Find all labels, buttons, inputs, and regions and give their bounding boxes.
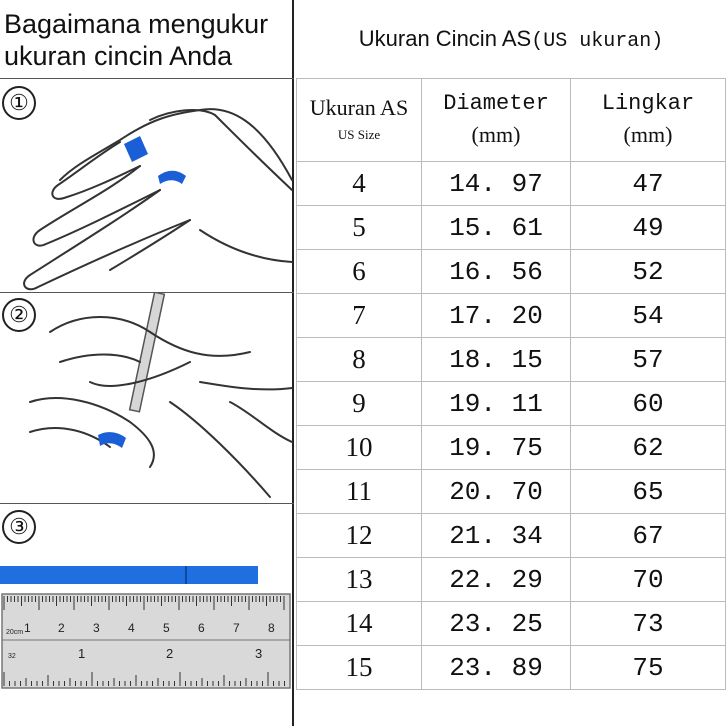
paper-strip-end (158, 171, 186, 184)
circumference-cell: 57 (571, 338, 726, 382)
step-2-badge: ② (2, 298, 36, 332)
circumference-cell: 73 (571, 602, 726, 646)
table-row (297, 514, 726, 558)
size-cell: 9 (297, 382, 422, 426)
ruler-body (2, 594, 290, 688)
cm-tick-label: 3 (93, 621, 100, 635)
column-header-diameter (422, 79, 571, 162)
diameter-cell: 15. 61 (422, 206, 571, 250)
table-row (297, 646, 726, 690)
diameter-cell: 16. 56 (422, 250, 571, 294)
circumference-cell: 75 (571, 646, 726, 690)
chart-title (296, 26, 726, 53)
table-row (297, 602, 726, 646)
diameter-cell: 20. 70 (422, 470, 571, 514)
circumference-header-unit: (mm) (623, 122, 673, 147)
diameter-header-unit: (mm) (471, 122, 521, 147)
diameter-cell: 23. 89 (422, 646, 571, 690)
size-header-sublabel: US Size (337, 127, 381, 142)
circumference-cell: 47 (571, 162, 726, 206)
step-2-hand-illustration (0, 292, 294, 504)
size-cell: 13 (297, 558, 422, 602)
divider (0, 503, 294, 504)
table-row (297, 294, 726, 338)
size-cell: 7 (297, 294, 422, 338)
table-row (297, 470, 726, 514)
column-header-circumference (571, 79, 726, 162)
divider (0, 78, 294, 79)
diameter-cell: 19. 11 (422, 382, 571, 426)
circumference-cell: 62 (571, 426, 726, 470)
size-cell: 15 (297, 646, 422, 690)
cm-tick-label: 4 (128, 621, 135, 635)
table-body (297, 162, 726, 690)
chart-title-main: Ukuran Cincin AS (358, 26, 532, 51)
diameter-cell: 19. 75 (422, 426, 571, 470)
table-row (297, 426, 726, 470)
diameter-cell: 18. 15 (422, 338, 571, 382)
inch-tick-label: 1 (78, 646, 86, 661)
size-cell: 4 (297, 162, 422, 206)
table-row (297, 382, 726, 426)
guide-title-line1: Bagaimana mengukur (4, 9, 269, 39)
paper-strip (0, 566, 258, 584)
size-header-label: Ukuran AS (309, 95, 409, 120)
cm-tick-label: 7 (233, 621, 240, 635)
table-row (297, 162, 726, 206)
cm-tick-label: 6 (198, 621, 205, 635)
diameter-cell: 17. 20 (422, 294, 571, 338)
cm-tick-label: 1 (24, 621, 31, 635)
circumference-header-label: Lingkar (601, 91, 695, 116)
circumference-cell: 54 (571, 294, 726, 338)
table-row (297, 250, 726, 294)
cm-tick-label: 2 (58, 621, 65, 635)
paper-strip-marker (124, 136, 148, 162)
size-chart-panel (296, 0, 726, 726)
pen-icon (130, 292, 165, 411)
inch-tick-label: 2 (166, 646, 174, 661)
diameter-header-label: Diameter (443, 91, 549, 116)
circumference-cell: 70 (571, 558, 726, 602)
guide-title (4, 8, 290, 72)
chart-title-sub: (US ukuran) (531, 30, 664, 53)
cm-tick-label: 8 (268, 621, 275, 635)
diameter-cell: 22. 29 (422, 558, 571, 602)
size-cell: 6 (297, 250, 422, 294)
size-cell: 14 (297, 602, 422, 646)
step-3-ruler-illustration (0, 560, 294, 700)
measuring-guide-panel (0, 0, 294, 726)
diameter-cell: 21. 34 (422, 514, 571, 558)
size-cell: 11 (297, 470, 422, 514)
hand-outline (30, 317, 292, 497)
column-header-size (297, 79, 422, 162)
inch-unit-label: 32 (8, 653, 16, 660)
circumference-cell: 67 (571, 514, 726, 558)
step-3-badge: ③ (2, 510, 36, 544)
circumference-cell: 60 (571, 382, 726, 426)
inch-tick-label: 3 (255, 646, 263, 661)
table-row (297, 338, 726, 382)
hand-outline (24, 109, 292, 289)
cm-unit-label: 20cm (6, 629, 24, 636)
circumference-cell: 52 (571, 250, 726, 294)
cm-tick-label: 5 (163, 621, 170, 635)
size-cell: 10 (297, 426, 422, 470)
diameter-cell: 23. 25 (422, 602, 571, 646)
paper-strip-marker (98, 432, 126, 448)
guide-title-line2: ukuran cincin Anda (4, 41, 233, 71)
circumference-cell: 49 (571, 206, 726, 250)
step-1-badge: ① (2, 86, 36, 120)
size-cell: 5 (297, 206, 422, 250)
table-row (297, 206, 726, 250)
circumference-cell: 65 (571, 470, 726, 514)
size-cell: 8 (297, 338, 422, 382)
size-cell: 12 (297, 514, 422, 558)
table-header-row (297, 79, 726, 162)
ring-size-table (296, 78, 726, 690)
step-1-hand-illustration (0, 80, 294, 292)
table-row (297, 558, 726, 602)
diameter-cell: 14. 97 (422, 162, 571, 206)
